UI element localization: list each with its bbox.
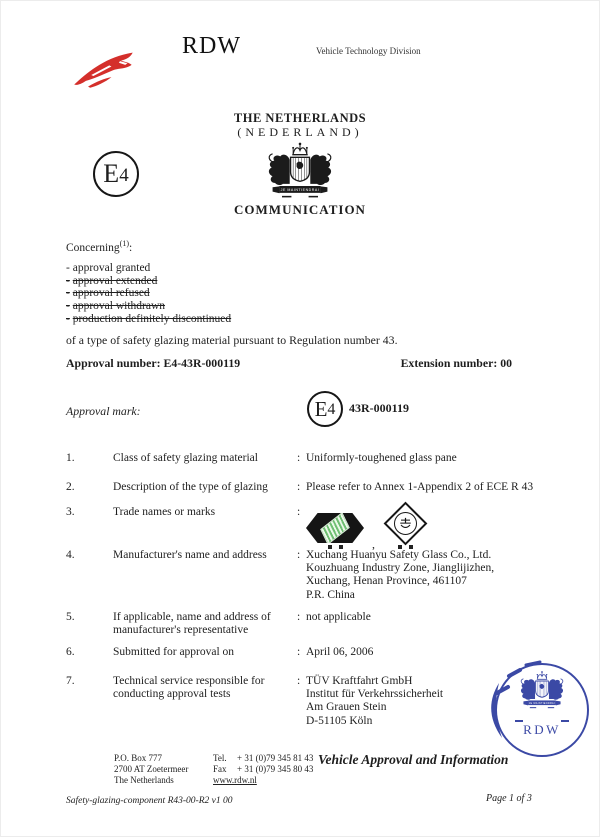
footer-fax: Fax + 31 (0)79 345 80 43 bbox=[213, 763, 314, 774]
footer-contact bbox=[213, 753, 313, 785]
option-approval-granted: - approval granted bbox=[66, 261, 151, 274]
item-manufacturer-address: 4. Manufacturer's name and address : Xuchang Huanyu Safety Glass Co., Ltd. Kouzhuang Industry Zone, Jianglijizhen, Xuchang, Henan Province, 461107 P.R. China bbox=[66, 549, 495, 601]
option-approval-withdrawn: - approval withdrawn bbox=[66, 300, 166, 313]
country-native-title: (NEDERLAND) bbox=[237, 125, 363, 139]
org-name: RDW bbox=[182, 33, 241, 59]
item-description-of-glazing: 2. Description of the type of glazing : Please refer to Annex 1-Appendix 2 of ECE R 43 bbox=[66, 481, 534, 493]
concerning-heading: Concerning$^{(1)}$: bbox=[66, 239, 133, 254]
diamond-inner-symbol bbox=[398, 516, 413, 531]
approval-mark-label: Approval mark: bbox=[66, 404, 141, 418]
diamond-glass-mark bbox=[383, 503, 427, 543]
item-class-of-glazing: 1. Class of safety glazing material : Uniformly-toughened glass pane bbox=[66, 452, 457, 464]
stamp-text: RDW bbox=[523, 722, 561, 737]
dutch-coat-of-arms bbox=[257, 141, 343, 201]
subject-line: of a type of safety glazing material pursuant to Regulation number 43. bbox=[66, 332, 398, 347]
footnote-ref: (1) bbox=[119, 239, 129, 248]
footer-address: P.O. Box 777 2700 AT Zoetermeer The Netherlands bbox=[114, 753, 189, 785]
e4-digit: 4 bbox=[119, 164, 129, 186]
country-title: THE NETHERLANDS bbox=[233, 111, 367, 125]
option-production-discontinued: - production definitely discontinued bbox=[66, 313, 232, 326]
huanyu-diamond-trademark-logo bbox=[383, 503, 427, 549]
approval-number-row bbox=[66, 356, 512, 371]
hexagon-glass-mark bbox=[306, 513, 364, 543]
item-trade-names: 3. Trade names or marks : , bbox=[66, 506, 552, 549]
approval-mark-number: 43R-000119 bbox=[349, 401, 409, 415]
option-approval-extended: - approval extended bbox=[66, 274, 158, 287]
concerning-options bbox=[66, 262, 398, 326]
footer-website: www.rdw.nl bbox=[213, 774, 257, 785]
footer-tagline: Vehicle Approval and Information bbox=[318, 752, 509, 767]
document-reference: Safety-glazing-component R43-00-R2 v1 00 bbox=[66, 796, 233, 806]
rdw-wing-logo bbox=[72, 42, 136, 92]
e4-mark-small: E 4 bbox=[307, 391, 343, 427]
trademark-logos bbox=[306, 503, 427, 549]
communication-heading: COMMUNICATION bbox=[234, 202, 366, 217]
item-representative: 5. If applicable, name and address of manufacturer's representative : not applicable bbox=[66, 611, 371, 637]
page-number: Page 1 of 3 bbox=[486, 793, 532, 804]
option-approval-refused: - approval refused bbox=[66, 287, 150, 300]
rdw-ink-stamp bbox=[482, 658, 600, 758]
logo-separator: , bbox=[372, 537, 375, 551]
extension-number: Extension number: 00 bbox=[400, 356, 512, 370]
footer-tel: Tel. + 31 (0)79 345 81 43 bbox=[213, 753, 314, 763]
e4-letter: E bbox=[103, 159, 120, 188]
division-name: Vehicle Technology Division bbox=[316, 46, 421, 56]
huanyu-hexagon-trademark-logo bbox=[306, 513, 364, 549]
item-submitted-date: 6. Submitted for approval on : April 06, 2006 bbox=[66, 646, 374, 658]
approval-number: Approval number: E4-43R-000119 bbox=[66, 356, 241, 370]
e4-mark-large bbox=[93, 151, 139, 197]
item-technical-service: 7. Technical service responsible for conducting approval tests : TÜV Kraftfahrt GmbH Institut für Verkehrssicherheit Am Grauen Stein D-51105 Köln bbox=[66, 675, 444, 727]
concerning-section bbox=[66, 239, 398, 348]
